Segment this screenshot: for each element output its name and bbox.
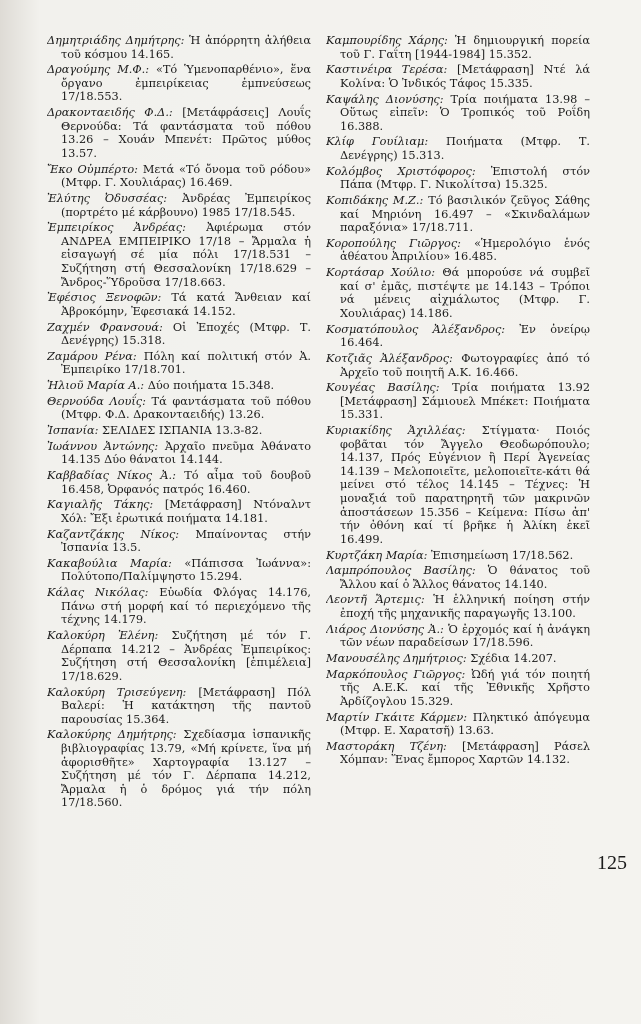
index-entry <box>47 163 311 190</box>
entry-author: Καλοκύρη Τρισεύγενη: <box>47 685 187 699</box>
entry-author: Ἐμπειρίκος Ἀνδρέας: <box>47 221 186 235</box>
entry-text: Τά κατά Ἄνθειαν καί Ἀβροκόμην, Ἐφεσιακά 14.152. <box>61 291 311 318</box>
entry-author: Μαρκόπουλος Γιῶργος: <box>326 667 466 681</box>
index-entry <box>47 379 311 393</box>
index-entry <box>47 557 311 584</box>
entry-author: Δημητριάδης Δημήτρης: <box>47 34 185 47</box>
entry-author: Ἐφέσιος Ξενοφῶν: <box>47 291 162 305</box>
entry-author: Μανουσέλης Δημήτριος: <box>326 652 467 666</box>
index-entry <box>326 623 590 650</box>
entry-text: Ὠδή γιά τόν ποιητή τῆς Α.Ε.Κ. καί τῆς Ἐθνικῆς Χρῆστο Ἀρδίζογλου 15.329. <box>340 667 590 708</box>
index-entry <box>326 237 590 264</box>
index-entry <box>326 668 590 709</box>
entry-text: [Μετάφραση] Πόλ Βαλερί: Ἡ κατάκτηση τῆς παντοῦ παρουσίας 15.364. <box>61 685 311 726</box>
entry-author: Ζαμάρου Ρένα: <box>47 349 137 363</box>
entry-text: [Μετάφραση] Ντόναλντ Χόλ: Ἔξι ἐρωτικά ποιήματα 14.181. <box>61 498 311 525</box>
entry-author: Ἔκο Οὐμπέρτο: <box>47 162 138 176</box>
entry-text: [Μετάφραση] Ντέ λά Κολίνα: Ὁ Ἰνδικός Τάφος 15.335. <box>340 63 590 90</box>
entry-text: Ἡ ἀπόρρητη ἀλήθεια τοῦ κόσμου 14.165. <box>61 34 311 61</box>
index-entry <box>326 266 590 320</box>
index-entry <box>326 381 590 422</box>
entry-text: Στίγματα· Ποιός φοβᾶται τόν Ἄγγελο Θεοδωρόπουλο; 14.137, Πρός Εὐγένιον ἢ Περί Ἀγενείας 14.139 – Μελοποιεῖτε, μελοποιεῖτε-κάτι θά μείνει στό τέλος 14.145 – Τέχνες: Ἡ μοναξιά τοῦ παρατηρητῆ τῶν μακρινῶν ἀποστάσεων 15.356 – Κείμενα: Πίσω ἀπ' τήν ὀθόνη καί τί βρῆκε ἡ Ἀλίκη ἐκεῖ 16.499. <box>340 424 590 546</box>
entry-author: Κολόμβος Χριστόφορος: <box>326 164 476 178</box>
index-entry <box>326 63 590 90</box>
page-number: 125 <box>597 852 627 874</box>
index-entry <box>326 711 590 738</box>
entry-text: Πόλη καί πολιτική στόν Ἀ. Ἐμπειρίκο 17/18.701. <box>61 349 311 377</box>
index-column-right <box>326 34 590 769</box>
index-entry <box>326 740 590 767</box>
entry-text: Τρία ποιήματα 13.92 [Μετάφραση] Σάμιουελ Μπέκετ: Ποιήματα 15.331. <box>340 381 590 422</box>
entry-text: Μπαίνοντας στήν Ἰσπανία 13.5. <box>61 527 311 555</box>
index-entry <box>326 323 590 350</box>
entry-author: Λιάρος Διονύσης Ἀ.: <box>326 622 444 636</box>
index-entry <box>326 424 590 546</box>
entry-author: Κυριακίδης Ἀχιλλέας: <box>326 424 466 438</box>
entry-text: Ἀνδρέας Ἐμπειρίκος (πορτρέτο μέ κάρβουνο) 1985 17/18.545. <box>61 191 311 219</box>
index-entry <box>47 106 311 160</box>
entry-text: Ἡ ἑλληνική ποίηση στήν ἐποχή τῆς μηχανικῆς παραγωγῆς 13.100. <box>340 593 590 621</box>
index-entry <box>47 424 311 438</box>
entry-text: [Μετάφράσεις] Λουΐς Θερνούδα: Τά φαντάσματα τοῦ πόθου 13.26 – Χουάν Μπενέτ: Πρῶτος μύθος 13.57. <box>61 106 311 160</box>
entry-text: Ἀρχαῖο πνεῦμα Ἀθάνατο 14.135 Δύο θάνατοι 14.144. <box>61 439 311 467</box>
entry-author: Καστινέιρα Τερέσα: <box>326 63 448 77</box>
entry-author: Ζαχμέν Φρανσουά: <box>47 320 163 334</box>
entry-author: Κορτάσαρ Χούλιο: <box>326 266 436 280</box>
entry-text: Τό βασιλικόν ζεῦγος Σάθης καί Μηριόνη 16.497 – «Σκινδαλάμων παραξόνια» 17/18.711. <box>340 194 590 235</box>
index-entry <box>47 350 311 377</box>
index-entry <box>326 135 590 162</box>
entry-text: Σχέδια 14.207. <box>470 652 557 666</box>
index-entry <box>47 528 311 555</box>
entry-text: Τρία ποιήματα 13.98 – Οὕτως εἰπεῖν: Ὁ Τροπικός τοῦ Ροΐδη 16.388. <box>340 92 590 133</box>
entry-author: Κάλας Νικόλας: <box>47 586 149 600</box>
index-entry <box>47 728 311 810</box>
entry-text: Μετά «Τό ὄνομα τοῦ ρόδου» (Μτφρ. Γ. Χουλιάρας) 16.469. <box>61 162 311 190</box>
entry-author: Κοσματόπουλος Ἀλέξανδρος: <box>326 322 506 336</box>
entry-author: Ἰωάννου Ἀντώνης: <box>47 439 159 453</box>
entry-author: Κλίφ Γουίλιαμ: <box>326 135 429 149</box>
index-entry <box>47 321 311 348</box>
index-entry <box>47 629 311 683</box>
entry-text: Ὁ θάνατος τοῦ Ἄλλου καί ὁ Ἄλλος θάνατος 14.140. <box>340 564 590 591</box>
entry-text: Τό αἷμα τοῦ δουβοῦ 16.458, Ὀρφανός πατρός 16.460. <box>61 469 311 496</box>
index-entry <box>47 586 311 627</box>
entry-author: Ἐλύτης Ὀδυσσέας: <box>47 191 168 205</box>
entry-author: Κακαβούλια Μαρία: <box>47 556 172 570</box>
index-entry <box>47 395 311 422</box>
index-entry <box>47 192 311 219</box>
entry-author: Μαρτίν Γκάιτε Κάρμεν: <box>326 710 468 724</box>
entry-text: Θά μπορούσε νά συμβεῖ καί σ' ἐμᾶς, πιστέψτε με 14.143 – Τρόποι νά μένεις αἰχμάλωτος (Μτφρ. Γ. Χουλιάρας) 14.186. <box>340 266 590 320</box>
entry-author: Λεοντῆ Ἄρτεμις: <box>326 593 425 607</box>
entry-author: Καββαδίας Νίκος Ἀ.: <box>47 469 176 483</box>
entry-text: ΣΕΛΙΔΕΣ ΙΣΠΑΝΙΑ 13.3-82. <box>101 424 263 438</box>
entry-author: Δραγούμης Μ.Φ.: <box>47 63 150 77</box>
entry-author: Κυρτζάκη Μαρία: <box>326 548 428 562</box>
entry-author: Ἡλιοῦ Μαρία Α.: <box>47 379 145 393</box>
entry-text: «Πάπισσα Ἰωάννα»: Πολύτοπο/Παλίμψηστο 15.294. <box>61 556 311 584</box>
index-entry <box>47 498 311 525</box>
index-entry <box>326 549 590 563</box>
entry-author: Μαστοράκη Τζένη: <box>326 739 447 753</box>
index-entry <box>326 194 590 235</box>
entry-author: Κουγέας Βασίλης: <box>326 381 440 395</box>
entry-author: Ἰσπανία: <box>47 424 99 438</box>
entry-text: «Ἡμερολόγιο ἑνός ἀθέατου Ἀπριλίου» 16.485. <box>340 236 590 264</box>
entry-text: Ὁ ἐρχομός καί ἡ ἀνάγκη τῶν νέων παραδείσων 17/18.596. <box>340 622 590 650</box>
index-entry <box>47 291 311 318</box>
entry-author: Λαμπρόπουλος Βασίλης: <box>326 564 476 578</box>
index-entry <box>47 469 311 496</box>
entry-author: Θερνούδα Λουΐς: <box>47 394 146 408</box>
index-entry <box>326 652 590 666</box>
entry-author: Καλοκύρη Ἐλένη: <box>47 629 159 643</box>
entry-text: Οἱ Ἐποχές (Μτφρ. Τ. Δενέγρης) 15.318. <box>61 320 311 348</box>
index-entry <box>326 593 590 620</box>
entry-text: Ἀφιέρωμα στόν ΑΝΔΡΕΑ ΕΜΠΕΙΡΙΚΟ 17/18 – Ἄρμαλα ἡ εἰσαγωγή σέ μία πόλι 17/18.531 – Συζήτηση στή Θεσσαλονίκη 17/18.629 – Ἄνδρος-Ὕδροῦσα 17/18.663. <box>61 221 311 289</box>
index-entry <box>47 63 311 104</box>
entry-text: Σχεδίασμα ἰσπανικῆς βιβλιογραφίας 13.79, «Μή κρίνετε, ἵνα μή ἀφορισθῆτε» Χαρτογραφία 13.127 – Συζήτηση μέ τόν Γ. Δέρπαπα 14.212, Ἄρμαλα ἡ ὁ δρόμος γιά τήν πόλη 17/18.560. <box>61 728 311 810</box>
entry-text: Ποιήματα (Μτφρ. Τ. Δενέγρης) 15.313. <box>340 135 590 163</box>
entry-text: [Μετάφραση] Ράσελ Χόμπαν: Ἕνας ἔμπορος Χαρτῶν 14.132. <box>340 739 590 767</box>
entry-author: Καζαντζάκης Νίκος: <box>47 527 180 541</box>
entry-text: Τά φαντάσματα τοῦ πόθου (Μτφρ. Φ.Δ. Δρακονταειδής) 13.26. <box>61 394 311 422</box>
entry-text: Εὐωδία Φλόγας 14.176, Πάνω στή μορφή καί τό περιεχόμενο τῆς τέχνης 14.179. <box>61 586 311 627</box>
index-entry <box>326 352 590 379</box>
entry-author: Καγιαλῆς Τάκης: <box>47 498 154 512</box>
entry-text: Πληκτικό ἀπόγευμα (Μτφρ. Ε. Χαρατσῆ) 13.63. <box>340 710 590 738</box>
index-entry <box>326 564 590 591</box>
entry-text: Ἐν ὀνείρῳ 16.464. <box>340 322 590 350</box>
index-column-left <box>47 34 311 812</box>
entry-text: Δύο ποιήματα 15.348. <box>147 379 275 393</box>
index-entry <box>47 221 311 289</box>
entry-text: Ἡ δημιουργική πορεία τοῦ Γ. Γαΐτη [1944-1984] 15.352. <box>340 34 590 61</box>
entry-author: Καψάλης Διονύσης: <box>326 92 444 106</box>
entry-author: Κοπιδάκης Μ.Ζ.: <box>326 194 424 207</box>
entry-text: Φωτογραφίες ἀπό τό Ἀρχεῖο τοῦ ποιητῆ Α.Κ. 16.466. <box>340 351 590 379</box>
index-entry <box>326 165 590 192</box>
index-entry <box>47 686 311 727</box>
index-entry <box>47 34 311 61</box>
entry-text: Ἐπιστολή στόν Πάπα (Μτφρ. Γ. Νικολίτσα) 15.325. <box>340 164 590 192</box>
entry-author: Κοροπούλης Γιῶργος: <box>326 236 461 250</box>
entry-text: Ἐπισημείωση 17/18.562. <box>431 548 574 562</box>
index-entry <box>326 34 590 61</box>
entry-author: Κοτζιᾶς Ἀλέξανδρος: <box>326 351 453 365</box>
entry-author: Δρακονταειδής Φ.Δ.: <box>47 106 173 120</box>
index-entry <box>47 440 311 467</box>
entry-text: «Τό Ὑμενοπαρθένιο», ἕνα ὄργανο ἐμπειρίκειας ἐμπνεύσεως 17/18.553. <box>61 63 311 104</box>
index-entry <box>326 93 590 134</box>
entry-author: Καμπουρίδης Χάρης: <box>326 34 448 47</box>
entry-author: Καλοκύρης Δημήτρης: <box>47 728 177 742</box>
entry-text: Συζήτηση μέ τόν Γ. Δέρπαπα 14.212 – Ἀνδρέας Ἐμπειρίκος: Συζήτηση στή Θεσσαλονίκη [ἐπιμέλεια] 17/18.629. <box>61 629 311 683</box>
